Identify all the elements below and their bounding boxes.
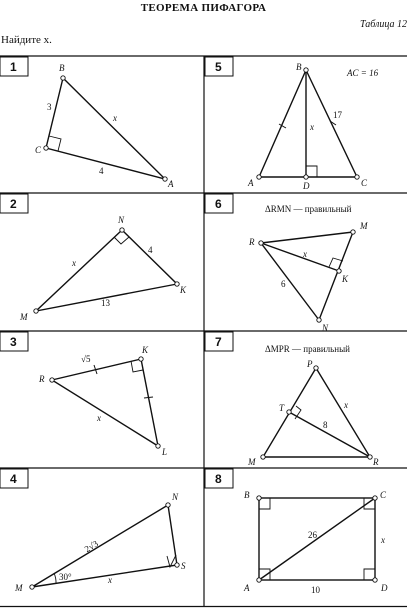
condition-text: ΔRMN — правильный — [265, 204, 352, 214]
side-label: x — [97, 413, 101, 423]
side-label: 13 — [101, 298, 110, 308]
vertex-label: B — [59, 63, 65, 73]
vertex-label: A — [244, 583, 250, 593]
vertex-label: M — [15, 583, 23, 593]
panel-number: 4 — [10, 472, 17, 486]
vertex-label: K — [342, 274, 349, 284]
side-label: x — [310, 122, 314, 132]
side-label: 4 — [148, 245, 153, 255]
instruction-text: Найдите x. — [1, 34, 52, 46]
triangle-figure — [32, 505, 177, 587]
vertex-label: R — [39, 374, 45, 384]
vertex-label: C — [35, 145, 42, 155]
side-label: 26 — [308, 530, 317, 540]
side-label: x — [108, 575, 112, 585]
panel-number: 1 — [10, 60, 17, 74]
side-label: x — [344, 400, 348, 410]
side-label: 10 — [311, 585, 320, 595]
triangle-figure — [261, 232, 353, 320]
vertex-label: K — [142, 345, 149, 355]
vertex-label: C — [380, 490, 387, 500]
panel-1 — [0, 57, 174, 189]
side-label: 8 — [323, 420, 328, 430]
vertex-label: A — [168, 179, 174, 189]
vertex-label: D — [381, 583, 388, 593]
vertex-label: M — [248, 457, 256, 467]
panel-number: 7 — [215, 335, 222, 349]
vertex-label: B — [296, 62, 302, 72]
panel-3 — [0, 332, 167, 457]
vertex-label: T — [279, 403, 285, 413]
side-label: 17 — [333, 110, 342, 120]
side-label: 4 — [99, 166, 104, 176]
panel-number: 6 — [215, 197, 222, 211]
panel-7 — [205, 332, 379, 467]
table-label: Таблица 12 — [360, 19, 407, 30]
condition-text: AC = 16 — [347, 68, 379, 78]
panel-4 — [0, 469, 186, 593]
side-label: x — [381, 535, 385, 545]
vertex-label: C — [361, 178, 368, 188]
vertex-label: R — [373, 457, 379, 467]
vertex-label: K — [180, 285, 187, 295]
angle-label: 30° — [59, 572, 72, 582]
triangle-figure — [52, 359, 158, 446]
condition-text: ΔMPR — правильный — [265, 344, 350, 354]
page-title: ТЕОРЕМА ПИФАГОРА — [140, 2, 267, 14]
panel-number: 3 — [10, 335, 17, 349]
vertex-label: M — [20, 312, 28, 322]
side-label: 2√3 — [82, 538, 100, 555]
vertex-label: N — [322, 323, 329, 333]
triangle-figure — [46, 78, 165, 179]
vertex-label: D — [303, 181, 310, 191]
panel-5 — [205, 57, 379, 191]
panel-8 — [205, 469, 388, 595]
vertex-label: P — [307, 359, 313, 369]
vertex-label: A — [248, 178, 254, 188]
side-label: x — [113, 113, 117, 123]
vertex-label: N — [172, 492, 179, 502]
side-label: x — [303, 249, 307, 259]
vertex-label: N — [118, 215, 125, 225]
panel-2 — [0, 194, 187, 322]
triangle-figure — [259, 70, 357, 177]
vertex-label: M — [360, 221, 368, 231]
side-label: x — [72, 258, 76, 268]
vertex-label: L — [162, 447, 168, 457]
side-label: 3 — [47, 102, 52, 112]
rectangle-figure — [259, 498, 375, 580]
panel-number: 8 — [215, 472, 222, 486]
panel-6 — [205, 194, 368, 333]
vertex-label: S — [181, 561, 186, 571]
panel-number: 2 — [10, 197, 17, 211]
vertex-label: R — [249, 237, 255, 247]
panel-number: 5 — [215, 60, 222, 74]
vertex-label: B — [244, 490, 250, 500]
side-label: 6 — [281, 279, 286, 289]
side-label: √5 — [81, 354, 91, 364]
